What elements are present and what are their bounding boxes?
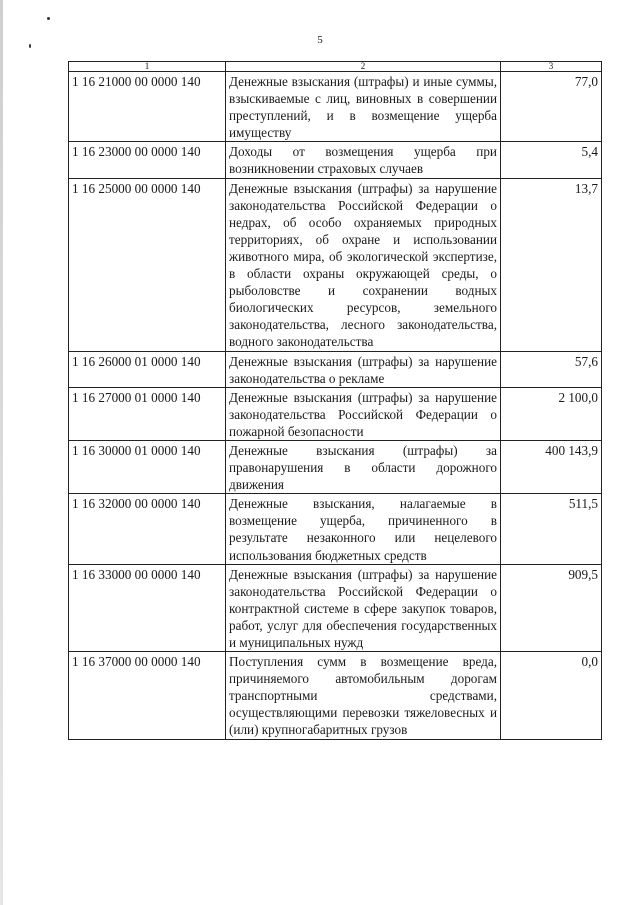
revenue-amount: 909,5 (501, 564, 602, 651)
budget-code: 1 16 23000 00 0000 140 (69, 142, 226, 178)
revenue-description: Доходы от возмещения ущерба при возникновении страховых случаев (226, 142, 501, 178)
revenue-table (68, 61, 602, 740)
revenue-description: Денежные взыскания (штрафы) за нарушение законодательства о рекламе (226, 351, 501, 387)
revenue-description: Денежные взыскания (штрафы) за нарушение законодательства Российской Федерации о контрактной системе в сфере закупок товаров, работ, услуг для обеспечения государственных и муниципальных нужд (226, 564, 501, 651)
table-row (69, 142, 602, 178)
revenue-description: Денежные взыскания, налагаемые в возмещение ущерба, причиненного в результате незаконного или нецелевого использования бюджетных средств (226, 494, 501, 564)
budget-code: 1 16 26000 01 0000 140 (69, 351, 226, 387)
revenue-description: Денежные взыскания (штрафы) и иные суммы, взыскиваемые с лиц, виновных в совершении преступлений, и в возмещение ущерба имуществу (226, 72, 501, 142)
scan-left-edge (0, 0, 3, 905)
table-row (69, 72, 602, 142)
budget-code: 1 16 25000 00 0000 140 (69, 178, 226, 351)
revenue-amount: 400 143,9 (501, 440, 602, 493)
table-row (69, 652, 602, 739)
table-row (69, 387, 602, 440)
revenue-amount: 511,5 (501, 494, 602, 564)
revenue-description: Поступления сумм в возмещение вреда, причиняемого автомобильным дорогам транспортными средствами, осуществляющими перевозки тяжеловесных и (или) крупногабаритных грузов (226, 652, 501, 739)
table-row (69, 564, 602, 651)
table-row (69, 351, 602, 387)
revenue-description: Денежные взыскания (штрафы) за нарушение законодательства Российской Федерации о пожарной безопасности (226, 387, 501, 440)
column-header: 3 (501, 62, 602, 72)
column-header: 1 (69, 62, 226, 72)
scan-speck (47, 17, 50, 20)
table-row (69, 440, 602, 493)
revenue-amount: 5,4 (501, 142, 602, 178)
table-row (69, 494, 602, 564)
budget-code: 1 16 30000 01 0000 140 (69, 440, 226, 493)
revenue-amount: 77,0 (501, 72, 602, 142)
budget-code: 1 16 32000 00 0000 140 (69, 494, 226, 564)
revenue-amount: 57,6 (501, 351, 602, 387)
revenue-description: Денежные взыскания (штрафы) за нарушение законодательства Российской Федерации о недрах, об особо охраняемых природных территориях, об охране и использовании животного мира, об экологической экспертизе, в области охраны окружающей среды, о рыболовстве и сохранении водных биологических ресурсов, земельного законодательства, лесного законодательства, водного законодательства (226, 178, 501, 351)
budget-code: 1 16 27000 01 0000 140 (69, 387, 226, 440)
table-row (69, 178, 602, 351)
revenue-amount: 0,0 (501, 652, 602, 739)
table-header-row (69, 62, 602, 72)
budget-code: 1 16 37000 00 0000 140 (69, 652, 226, 739)
page-number: 5 (317, 34, 323, 46)
budget-code: 1 16 21000 00 0000 140 (69, 72, 226, 142)
revenue-description: Денежные взыскания (штрафы) за правонарушения в области дорожного движения (226, 440, 501, 493)
revenue-amount: 2 100,0 (501, 387, 602, 440)
revenue-amount: 13,7 (501, 178, 602, 351)
column-header: 2 (226, 62, 501, 72)
budget-code: 1 16 33000 00 0000 140 (69, 564, 226, 651)
